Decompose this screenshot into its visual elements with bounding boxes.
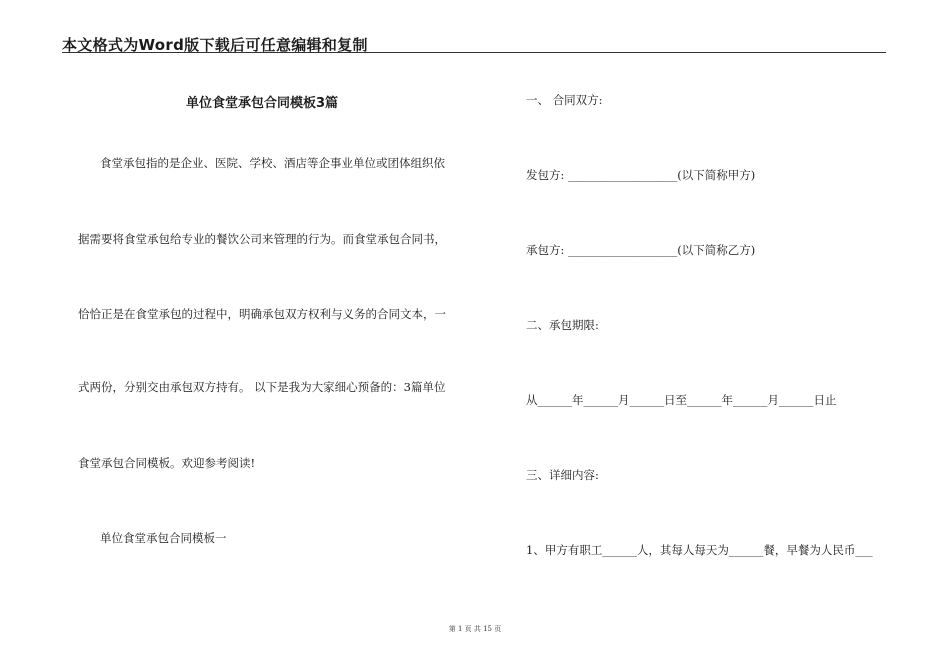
period-line: 从______年______月______日至______年______月______日止 [526, 393, 837, 407]
page-number: 第 1 页 共 15 页 [448, 625, 502, 633]
intro-line-5: 食堂承包合同模板。欢迎参考阅读! [78, 456, 256, 470]
party-a-line: 发包方: ___________________(以下简称甲方) [526, 168, 756, 182]
details-item-1: 1、甲方有职工______人，其每人每天为______餐，早餐为人民币___ [526, 543, 873, 557]
section-parties-heading: 一、 合同双方: [526, 93, 603, 107]
party-b-line: 承包方: ___________________(以下简称乙方) [526, 243, 756, 257]
document-header-title: 本文格式为Word版下载后可任意编辑和复制 [62, 36, 368, 54]
section-details-heading: 三、详细内容: [526, 468, 599, 482]
section-period-heading: 二、承包期限: [526, 318, 599, 332]
template-subheading: 单位食堂承包合同模板一 [100, 531, 227, 545]
intro-line-1: 食堂承包指的是企业、医院、学校、酒店等企事业单位或团体组织依 [100, 156, 445, 170]
intro-line-2: 据需要将食堂承包给专业的餐饮公司来管理的行为。而食堂承包合同书， [78, 232, 446, 246]
document-title: 单位食堂承包合同模板3篇 [185, 96, 339, 111]
intro-line-3: 恰恰正是在食堂承包的过程中，明确承包双方权利与义务的合同文本，一 [78, 307, 446, 321]
header-divider [62, 52, 886, 53]
intro-line-4: 式两份，分别交由承包双方持有。 以下是我为大家细心预备的：3篇单位 [78, 380, 446, 394]
